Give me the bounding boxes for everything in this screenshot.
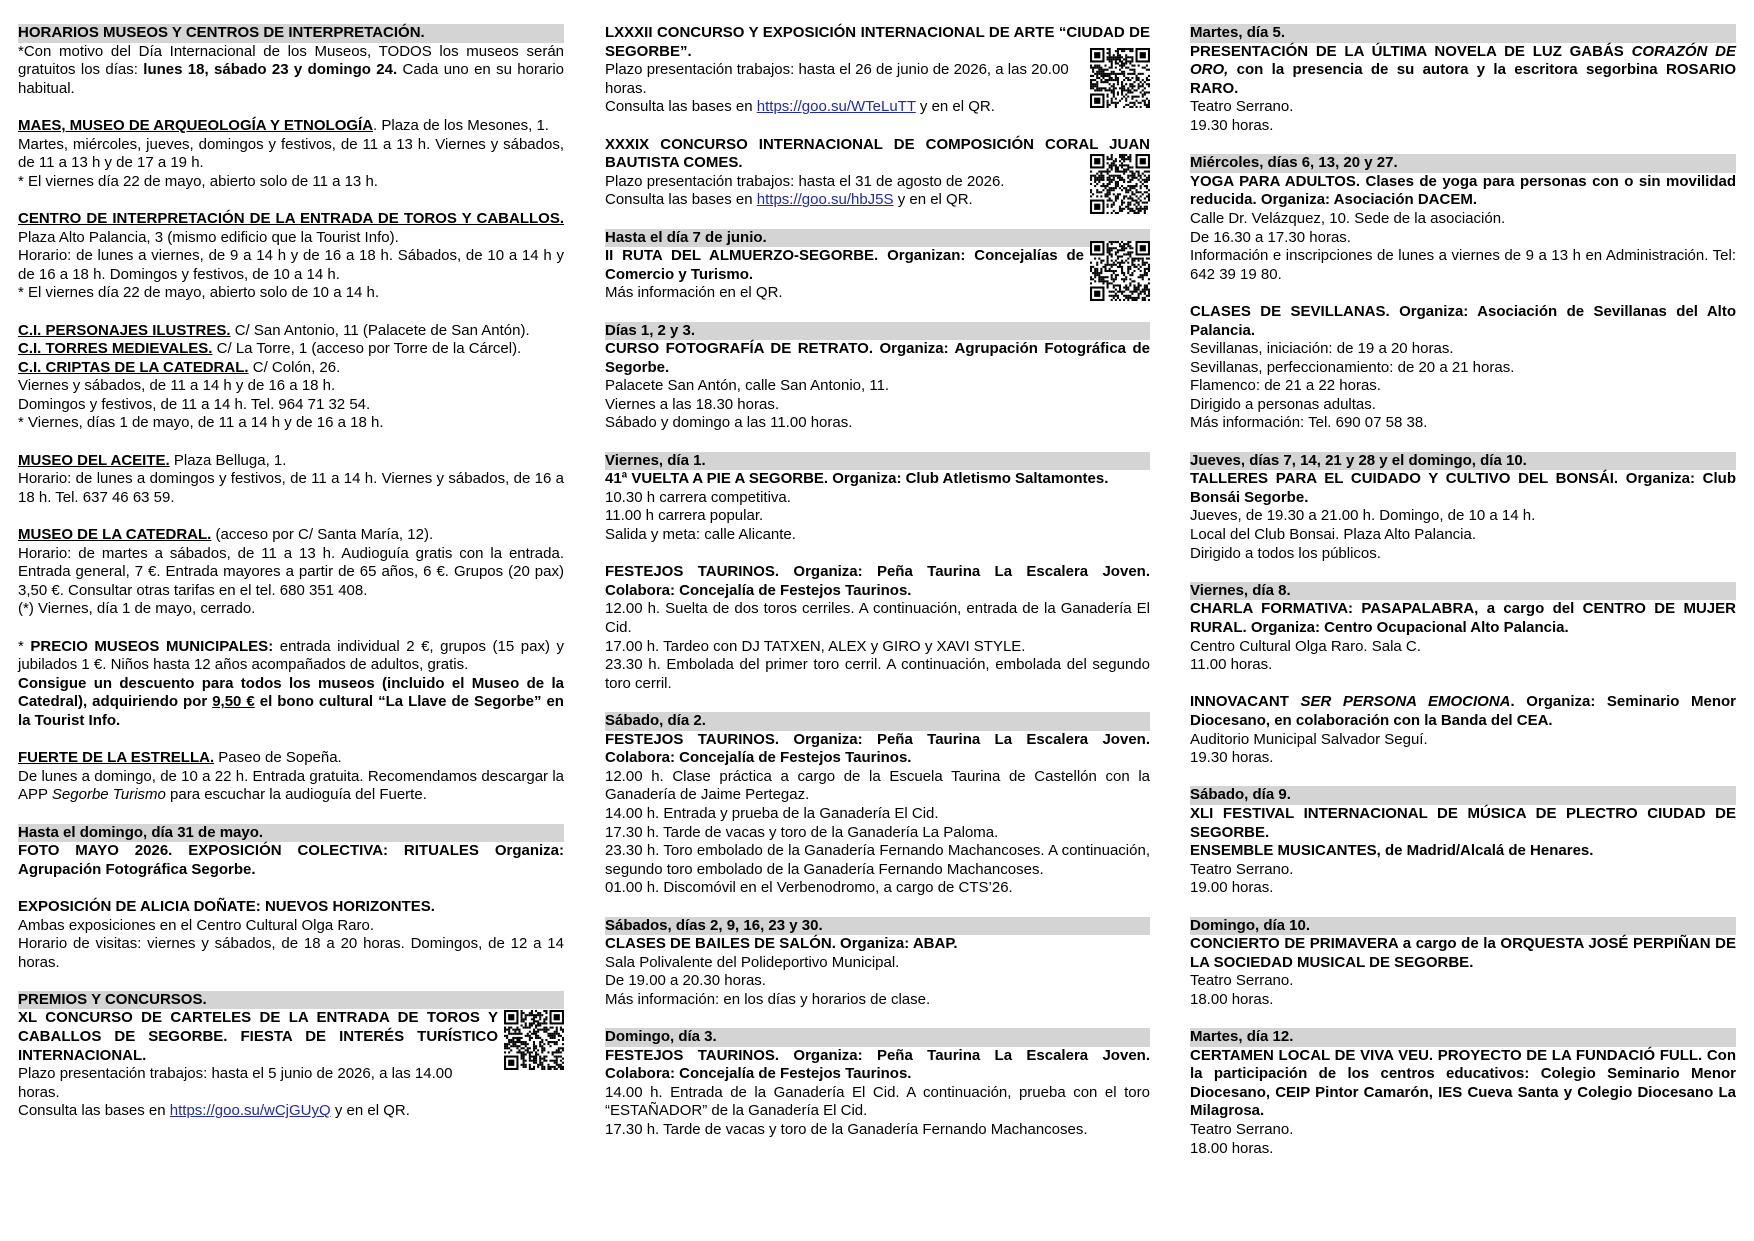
paragraph	[18, 638, 564, 675]
section-precio-museos	[18, 638, 564, 731]
text: el bono cultural “La Llave de Segorbe” en la Tourist Info.	[18, 693, 564, 729]
section-viva-veu	[1190, 1028, 1736, 1158]
text: PRESENTACIÓN DE LA ÚLTIMA NOVELA DE LUZ GABÁS	[1190, 42, 1632, 60]
detail-line: Sevillanas, perfeccionamiento: de 20 a 21 horas.	[1190, 358, 1515, 376]
detail-line: Más información: Tel. 690 07 58 38.	[1190, 414, 1428, 432]
text: entrada individual 2 €, grupos (15 pax) y jubilados 1 €. Niños hasta 12 años acompañados de adultos, gratis.	[18, 637, 564, 674]
event-title: FESTEJOS TAURINOS. Organiza: Peña Taurina La Escalera Joven. Colabora: Concejalía de Festejos Taurinos.	[605, 563, 1150, 599]
event-title: FOTO MAYO 2026. EXPOSICIÓN COLECTIVA: RITUALES Organiza: Agrupación Fotográfica Segorbe.	[18, 842, 564, 878]
event-title: II RUTA DEL ALMUERZO-SEGORBE. Organizan: Concejalías de Comercio y Turismo.	[605, 247, 1084, 283]
qr-code-icon[interactable]	[1090, 154, 1150, 214]
detail-line: Centro Cultural Olga Raro. Sala C.	[1190, 637, 1421, 655]
detail-line	[605, 191, 1150, 210]
paragraph	[18, 526, 564, 545]
museum-name: C.I. TORRES MEDIEVALES.	[18, 340, 213, 358]
detail-line: Plazo presentación trabajos: hasta el 31 de agosto de 2026.	[605, 172, 1005, 190]
text: Consigue un descuento para todos los museos (incluido el Museo de la Catedral), adquiriendo por	[18, 674, 564, 711]
text: Consulta las bases en	[605, 191, 757, 209]
detail-line: 17.30 h. Tarde de vacas y toro de la Ganadería La Paloma.	[605, 823, 999, 841]
event-title: XXXIX CONCURSO INTERNACIONAL DE COMPOSICIÓN CORAL JUAN BAUTISTA COMES.	[605, 135, 1150, 172]
detail-line: 11.00 h carrera popular.	[605, 507, 764, 525]
museum-name: C.I. PERSONAJES ILUSTRES.	[18, 321, 231, 339]
detail-line: Plazo presentación trabajos: hasta el 26 de junio de 2026, a las 20.00 horas.	[605, 61, 1069, 97]
text: y en el QR.	[330, 1102, 410, 1120]
detail-line: 23.30 h. Embolada del primer toro cerril. A continuación, embolada del segundo toro cerril.	[605, 656, 1150, 692]
event-title	[1190, 693, 1736, 730]
section-ruta-almuerzo	[605, 229, 1150, 303]
detail-line: Sábado y domingo a las 11.00 horas.	[605, 414, 853, 432]
section-yoga	[1190, 154, 1736, 284]
section-vuelta-a-pie	[605, 452, 1150, 545]
section-charla-formativa	[1190, 582, 1736, 675]
section-header: PREMIOS Y CONCURSOS.	[18, 991, 564, 1010]
qr-code-icon[interactable]	[1090, 48, 1150, 108]
section-horarios-museos	[18, 24, 564, 98]
detail-line: Palacete San Antón, calle San Antonio, 11.	[605, 377, 890, 395]
section-festejos-domingo	[605, 1028, 1150, 1140]
section-concierto-primavera	[1190, 917, 1736, 1010]
note-line: * Viernes, días 1 de mayo, de 11 a 14 h y de 16 a 18 h.	[18, 414, 384, 432]
event-title: EXPOSICIÓN DE ALICIA DOÑATE: NUEVOS HORIZONTES.	[18, 897, 435, 915]
section-fuerte-estrella	[18, 749, 564, 805]
detail-line: Auditorio Municipal Salvador Seguí.	[1190, 730, 1428, 748]
section-exposicion-alicia	[18, 898, 564, 972]
schedule-line: Horario: de martes a sábados, de 11 a 13 h. Audioguía gratis con la entrada. Entrada general, 7 €. Entrada mayores a partir de 65 años, 6 €. Grupos (20 pax) 3,50 €. Consultar otras tarifas en el tel. 680 351 408.	[18, 544, 564, 599]
note-line: (*) Viernes, día 1 de mayo, cerrado.	[18, 600, 256, 618]
qr-code-icon[interactable]	[504, 1010, 564, 1070]
section-festejos-viernes	[605, 563, 1150, 693]
detail-line: Viernes a las 18.30 horas.	[605, 395, 780, 413]
paragraph	[18, 749, 564, 768]
detail-line: 18.00 horas.	[1190, 1139, 1274, 1157]
detail-line: 18.00 horas.	[1190, 990, 1274, 1008]
section-museo-aceite	[18, 452, 564, 508]
paragraph	[18, 117, 564, 136]
section-foto-mayo	[18, 824, 564, 880]
detail-line: Más información: en los días y horarios de clase.	[605, 990, 931, 1008]
discount-paragraph	[18, 675, 564, 731]
bases-link[interactable]: https://goo.su/hbJ5S	[756, 191, 894, 209]
column-events-2	[1190, 24, 1736, 1177]
detail-line: Flamenco: de 21 a 22 horas.	[1190, 377, 1381, 395]
section-concurso-coral	[605, 136, 1150, 210]
section-header: Miércoles, días 6, 13, 20 y 27.	[1190, 154, 1736, 173]
section-header: Sábado, día 2.	[605, 712, 1150, 731]
detail-line: Sala Polivalente del Polideportivo Municipal.	[605, 953, 900, 971]
museum-address: Plaza Alto Palancia, 3 (mismo edificio que la Tourist Info).	[18, 228, 399, 246]
column-events-1	[605, 24, 1150, 1158]
text: *	[18, 637, 31, 655]
section-header: Jueves, días 7, 14, 21 y 28 y el domingo, día 10.	[1190, 452, 1736, 471]
event-title: CLASES DE BAILES DE SALÓN. Organiza: ABAP.	[605, 935, 958, 953]
paragraph	[18, 322, 564, 341]
show-title: SER PERSONA EMOCIONA	[1300, 693, 1511, 711]
detail-line: Teatro Serrano.	[1190, 98, 1294, 116]
museum-name: MAES, MUSEO DE ARQUEOLOGÍA Y ETNOLOGÍA	[18, 116, 374, 134]
detail-line: Horario de visitas: viernes y sábados, de 18 a 20 horas. Domingos, de 12 a 14 horas.	[18, 935, 564, 971]
schedule-line: Viernes y sábados, de 11 a 14 h y de 16 a 18 h.	[18, 377, 336, 395]
text: Cada uno en su horario habitual.	[18, 61, 564, 97]
event-title: XL CONCURSO DE CARTELES DE LA ENTRADA DE TOROS Y CABALLOS DE SEGORBE. FIESTA DE INTERÉS TURÍSTICO INTERNACIONAL.	[18, 1009, 498, 1064]
book-title: CORAZÓN DE ORO,	[1190, 42, 1736, 79]
museum-address: C/ La Torre, 1 (acceso por Torre de la Cárcel).	[212, 340, 522, 358]
detail-line: Local del Club Bonsai. Plaza Alto Palancia.	[1190, 526, 1477, 544]
detail-line: Más información en el QR.	[605, 284, 783, 302]
detail-line: 12.00 h. Clase práctica a cargo de la Escuela Taurina de Castellón con la Ganadería de Jaime Pertegaz.	[605, 767, 1150, 804]
section-header: Martes, día 5.	[1190, 24, 1736, 43]
detail-line: 17.30 h. Tarde de vacas y toro de la Ganadería Fernando Machancoses.	[605, 1121, 1088, 1139]
app-name: Segorbe Turismo	[51, 786, 166, 804]
section-museo-catedral	[18, 526, 564, 619]
museum-name: C.I. CRIPTAS DE LA CATEDRAL.	[18, 358, 249, 376]
column-museums	[18, 24, 564, 1140]
detail-line: 19.30 horas.	[1190, 116, 1274, 134]
section-header: Hasta el domingo, día 31 de mayo.	[18, 824, 564, 843]
schedule-line: Horario: de lunes a viernes, de 9 a 14 h y de 16 a 18 h. Sábados, de 10 a 14 h y de 16 a 18 h. Domingos y festivos, de 10 a 14 h.	[18, 247, 564, 283]
text: y en el QR.	[893, 191, 973, 209]
detail-line: Sevillanas, iniciación: de 19 a 20 horas.	[1190, 340, 1454, 358]
detail-line: Jueves, de 19.30 a 21.00 h. Domingo, de 10 a 14 h.	[1190, 507, 1536, 525]
paragraph	[18, 43, 564, 99]
schedule-line: Martes, miércoles, jueves, domingos y festivos, de 11 a 13 h. Viernes y sábados, de 11 a 13 h y de 17 a 19 h.	[18, 135, 564, 172]
text: De lunes a domingo, de 10 a 22 h. Entrada gratuita. Recomendamos descargar la APP	[18, 767, 564, 804]
event-title: FESTEJOS TAURINOS. Organiza: Peña Taurina La Escalera Joven. Colabora: Concejalía de Festejos Taurinos.	[605, 1046, 1150, 1083]
detail-line: Salida y meta: calle Alicante.	[605, 526, 796, 544]
event-title: LXXXII CONCURSO Y EXPOSICIÓN INTERNACIONAL DE ARTE “CIUDAD DE SEGORBE”.	[605, 24, 1150, 60]
section-curso-retrato	[605, 322, 1150, 434]
section-bailes-salon	[605, 917, 1150, 1010]
detail-line: 12.00 h. Suelta de dos toros cerriles. A continuación, entrada de la Ganadería El Cid.	[605, 600, 1150, 636]
paragraph	[18, 359, 564, 378]
museum-address: . Plaza de los Mesones, 1.	[373, 116, 549, 134]
section-ci-toros	[18, 210, 564, 303]
event-subtitle: ENSEMBLE MUSICANTES, de Madrid/Alcalá de Henares.	[1190, 842, 1594, 860]
detail-line: 19.30 horas.	[1190, 749, 1274, 767]
detail-line: Dirigido a todos los públicos.	[1190, 544, 1381, 562]
paragraph	[18, 340, 564, 359]
event-title: CLASES DE SEVILLANAS. Organiza: Asociación de Sevillanas del Alto Palancia.	[1190, 302, 1736, 339]
detail-line: 17.00 h. Tardeo con DJ TATXEN, ALEX y GIRO y XAVI STYLE.	[605, 637, 1026, 655]
museum-name: MUSEO DE LA CATEDRAL.	[18, 526, 212, 544]
detail-line	[18, 1102, 564, 1121]
detail-line: Información e inscripciones de lunes a viernes de 9 a 13 h en Administración. Tel: 642 39 19 80.	[1190, 247, 1736, 283]
section-header: Domingo, día 10.	[1190, 917, 1736, 936]
museum-address: C/ Colón, 26.	[248, 358, 341, 376]
section-maes	[18, 117, 564, 191]
text: Consulta las bases en	[605, 98, 757, 116]
bases-link[interactable]: https://goo.su/wCjGUyQ	[169, 1102, 331, 1120]
text: INNOVACANT	[1190, 693, 1301, 711]
event-title: FESTEJOS TAURINOS. Organiza: Peña Taurina La Escalera Joven. Colabora: Concejalía de Festejos Taurinos.	[605, 730, 1150, 767]
detail-line: Teatro Serrano.	[1190, 860, 1294, 878]
text: *Con motivo del Día Internacional de los Museos, TODOS los museos serán gratuitos los días:	[18, 42, 564, 79]
qr-code-icon[interactable]	[1090, 241, 1150, 301]
paragraph	[18, 452, 564, 471]
detail-line: 23.30 h. Toro embolado de la Ganadería Fernando Machancoses. A continuación, segundo toro embolado de la Ganadería Fernando Machancoses.	[605, 842, 1150, 878]
highlight-text: PRECIO MUSEOS MUNICIPALES:	[30, 637, 274, 655]
detail-line: 14.00 h. Entrada y prueba de la Ganadería El Cid.	[605, 804, 939, 822]
detail-line: 10.30 h carrera competitiva.	[605, 488, 791, 506]
text: Consulta las bases en	[18, 1102, 170, 1120]
section-header: Martes, día 12.	[1190, 1028, 1736, 1047]
schedule-line	[18, 768, 564, 805]
event-title: TALLERES PARA EL CUIDADO Y CULTIVO DEL BONSÁI. Organiza: Club Bonsái Segorbe.	[1190, 470, 1736, 506]
section-header: Días 1, 2 y 3.	[605, 322, 1150, 341]
section-header: Sábado, día 9.	[1190, 786, 1736, 805]
paragraph	[18, 210, 564, 247]
detail-line	[605, 98, 1150, 117]
detail-line: Teatro Serrano.	[1190, 972, 1294, 990]
section-header: Domingo, día 3.	[605, 1028, 1150, 1047]
section-sevillanas	[1190, 303, 1736, 433]
museum-address: Paseo de Sopeña.	[214, 749, 342, 767]
museum-address: Plaza Belluga, 1.	[169, 451, 287, 469]
detail-line: Dirigido a personas adultas.	[1190, 395, 1376, 413]
schedule-line: Horario: de lunes a domingos y festivos, de 11 a 14 h. Viernes y sábados, de 16 a 18 h. Tel. 637 46 63 59.	[18, 470, 564, 506]
section-header: Viernes, día 8.	[1190, 582, 1736, 601]
note-line: * El viernes día 22 de mayo, abierto solo de 11 a 13 h.	[18, 172, 378, 190]
event-title: YOGA PARA ADULTOS. Clases de yoga para personas con o sin movilidad reducida. Organiza: Asociación DACEM.	[1190, 172, 1736, 209]
museum-address: C/ San Antonio, 11 (Palacete de San Antón).	[230, 321, 530, 339]
detail-line: De 19.00 a 20.30 horas.	[605, 972, 766, 990]
section-festejos-sabado	[605, 712, 1150, 898]
event-title	[1190, 43, 1736, 99]
museum-address: (acceso por C/ Santa María, 12).	[211, 526, 434, 544]
detail-line: De 16.30 a 17.30 horas.	[1190, 228, 1351, 246]
detail-line: 14.00 h. Entrada de la Ganadería El Cid. A continuación, prueba con el toro “ESTAÑADOR” de la Ganadería El Cid.	[605, 1083, 1150, 1120]
detail-line: Ambas exposiciones en el Centro Cultural Olga Raro.	[18, 916, 375, 934]
section-presentacion-novela	[1190, 24, 1736, 136]
section-header: Viernes, día 1.	[605, 452, 1150, 471]
bases-link[interactable]: https://goo.su/WTeLuTT	[756, 98, 916, 116]
note-line: * El viernes día 22 de mayo, abierto solo de 10 a 14 h.	[18, 284, 380, 302]
text: y en el QR.	[915, 98, 995, 116]
event-title: CONCIERTO DE PRIMAVERA a cargo de la ORQUESTA JOSÉ PERPIÑAN DE LA SOCIEDAD MUSICAL DE SEGORBE.	[1190, 935, 1736, 971]
detail-line: 01.00 h. Discomóvil en el Verbenodromo, a cargo de CTS’26.	[605, 879, 1013, 897]
text: para escuchar la audioguía del Fuerte.	[165, 786, 427, 804]
event-title: CERTAMEN LOCAL DE VIVA VEU. PROYECTO DE LA FUNDACIÓ FULL. Con la participación de los centros educativos: Colegio Seminario Menor Diocesano, CEIP Pintor Camarón, IES Cueva Santa y Colegio Diocesano La Milagrosa.	[1190, 1046, 1736, 1120]
museum-name: CENTRO DE INTERPRETACIÓN DE LA ENTRADA DE TOROS Y CABALLOS.	[18, 209, 564, 227]
detail-line: 11.00 horas.	[1190, 656, 1273, 674]
event-title: XLI FESTIVAL INTERNACIONAL DE MÚSICA DE PLECTRO CIUDAD DE SEGORBE.	[1190, 804, 1736, 841]
section-header: Hasta el día 7 de junio.	[605, 229, 1150, 248]
detail-line: Plazo presentación trabajos: hasta el 5 junio de 2026, a las 14.00 horas.	[18, 1065, 453, 1101]
section-premios	[18, 991, 564, 1121]
section-concurso-arte	[605, 24, 1150, 117]
detail-line: Teatro Serrano.	[1190, 1121, 1294, 1139]
section-ci-personajes	[18, 322, 564, 434]
museum-name: FUERTE DE LA ESTRELLA.	[18, 749, 215, 767]
event-title: CHARLA FORMATIVA: PASAPALABRA, a cargo del CENTRO DE MUJER RURAL. Organiza: Centro Ocupacional Alto Palancia.	[1190, 600, 1736, 636]
text: . Organiza: Seminario Menor Diocesano, en colaboración con la Banda del CEA.	[1190, 693, 1736, 729]
museum-name: MUSEO DEL ACEITE.	[18, 451, 170, 469]
detail-line: Calle Dr. Velázquez, 10. Sede de la asociación.	[1190, 209, 1506, 227]
highlight-text: lunes 18, sábado 23 y domingo 24.	[143, 61, 398, 79]
event-title: 41ª VUELTA A PIE A SEGORBE. Organiza: Club Atletismo Saltamontes.	[605, 470, 1109, 488]
schedule-line: Domingos y festivos, de 11 a 14 h. Tel. 964 71 32 54.	[18, 395, 371, 413]
detail-line: 19.00 horas.	[1190, 879, 1274, 897]
price: 9,50 €	[212, 693, 255, 711]
section-innovacant	[1190, 693, 1736, 767]
event-title: CURSO FOTOGRAFÍA DE RETRATO. Organiza: Agrupación Fotográfica de Segorbe.	[605, 340, 1150, 376]
section-header: Sábados, días 2, 9, 16, 23 y 30.	[605, 917, 1150, 936]
text: con la presencia de su autora y la escritora segorbina ROSARIO RARO.	[1190, 61, 1736, 97]
section-bonsai	[1190, 452, 1736, 564]
section-festival-plectro	[1190, 786, 1736, 898]
section-header: HORARIOS MUSEOS Y CENTROS DE INTERPRETACIÓN.	[18, 24, 564, 43]
